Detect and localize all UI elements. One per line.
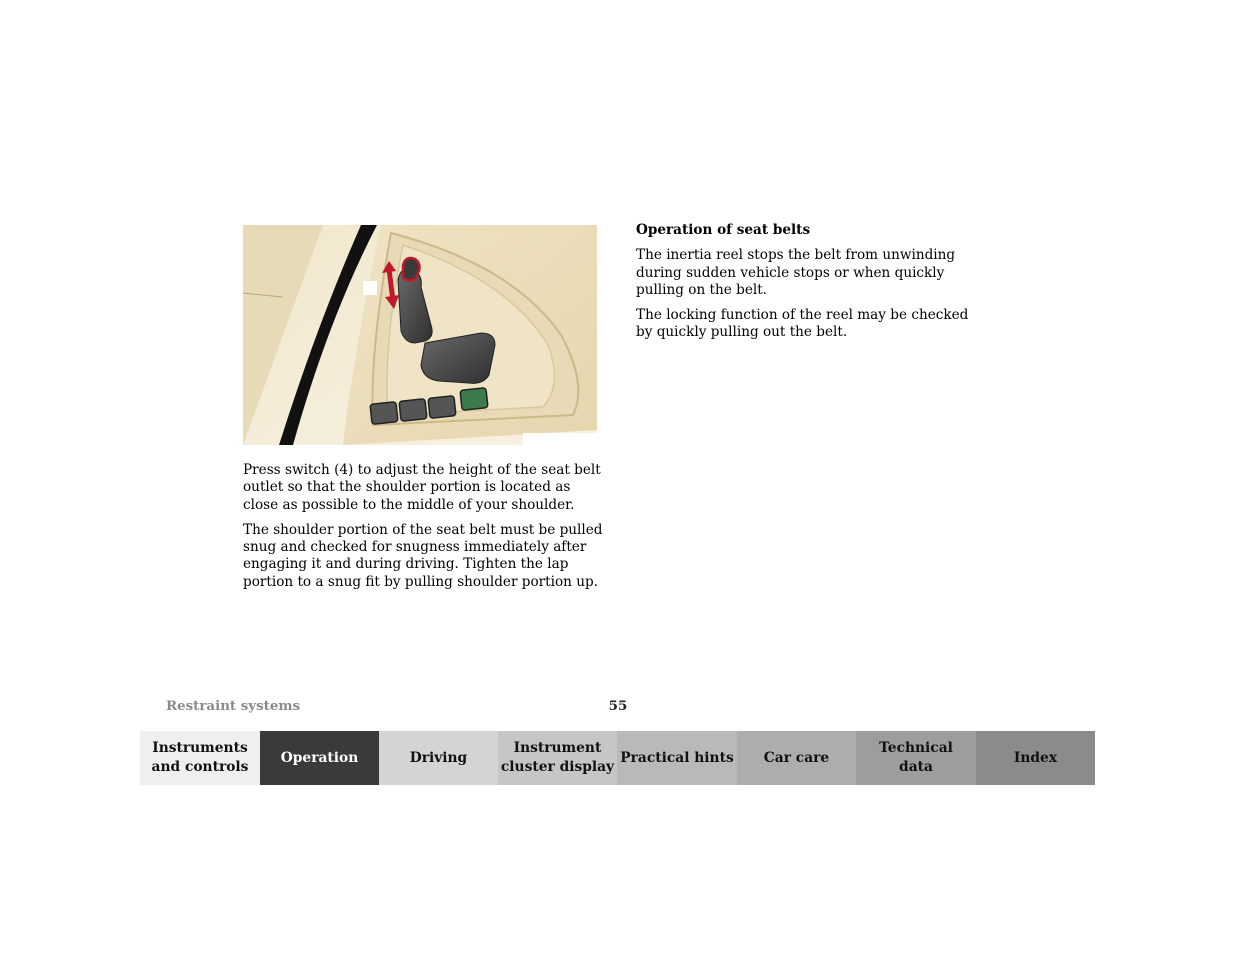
tab-driving[interactable]: Driving <box>379 731 498 785</box>
tab-practical-hints[interactable]: Practical hints <box>617 731 737 785</box>
callout-box <box>363 281 377 295</box>
tab-technical-data[interactable]: Technical data <box>856 731 976 785</box>
seat-switch-drawing <box>243 225 597 445</box>
section-title: Restraint systems <box>166 698 301 714</box>
right-paragraph-1: The inertia reel stops the belt from unwinding during sudden vehicle stops or when quickly pulling on the belt. <box>636 247 956 298</box>
left-paragraph-2: The shoulder portion of the seat belt must be pulled snug and checked for snugness immediately after engaging it and during driving. Tighten the lap portion to a snug fit by pulling shoulder portion up. <box>243 521 603 590</box>
chapter-tabs <box>140 731 1095 785</box>
page-number: 55 <box>608 698 628 714</box>
right-paragraph-2: The locking function of the reel may be checked by quickly pulling out the belt. <box>636 307 969 341</box>
left-paragraph-1: Press switch (4) to adjust the height of the seat belt outlet so that the shoulder portion is located as close as possible to the middle of your shoulder. <box>243 462 601 513</box>
right-column <box>636 222 986 350</box>
label-strip <box>523 433 597 445</box>
left-column <box>243 462 603 599</box>
tab-car-care[interactable]: Car care <box>737 731 856 785</box>
section-heading: Operation of seat belts <box>636 222 811 238</box>
tab-instrument-cluster-display[interactable]: Instrument cluster display <box>498 731 617 785</box>
seat-belt-switch-illustration <box>243 225 597 445</box>
tab-instruments-and-controls[interactable]: Instruments and controls <box>140 731 260 785</box>
tab-operation[interactable]: Operation <box>260 731 379 785</box>
tab-index[interactable]: Index <box>976 731 1095 785</box>
